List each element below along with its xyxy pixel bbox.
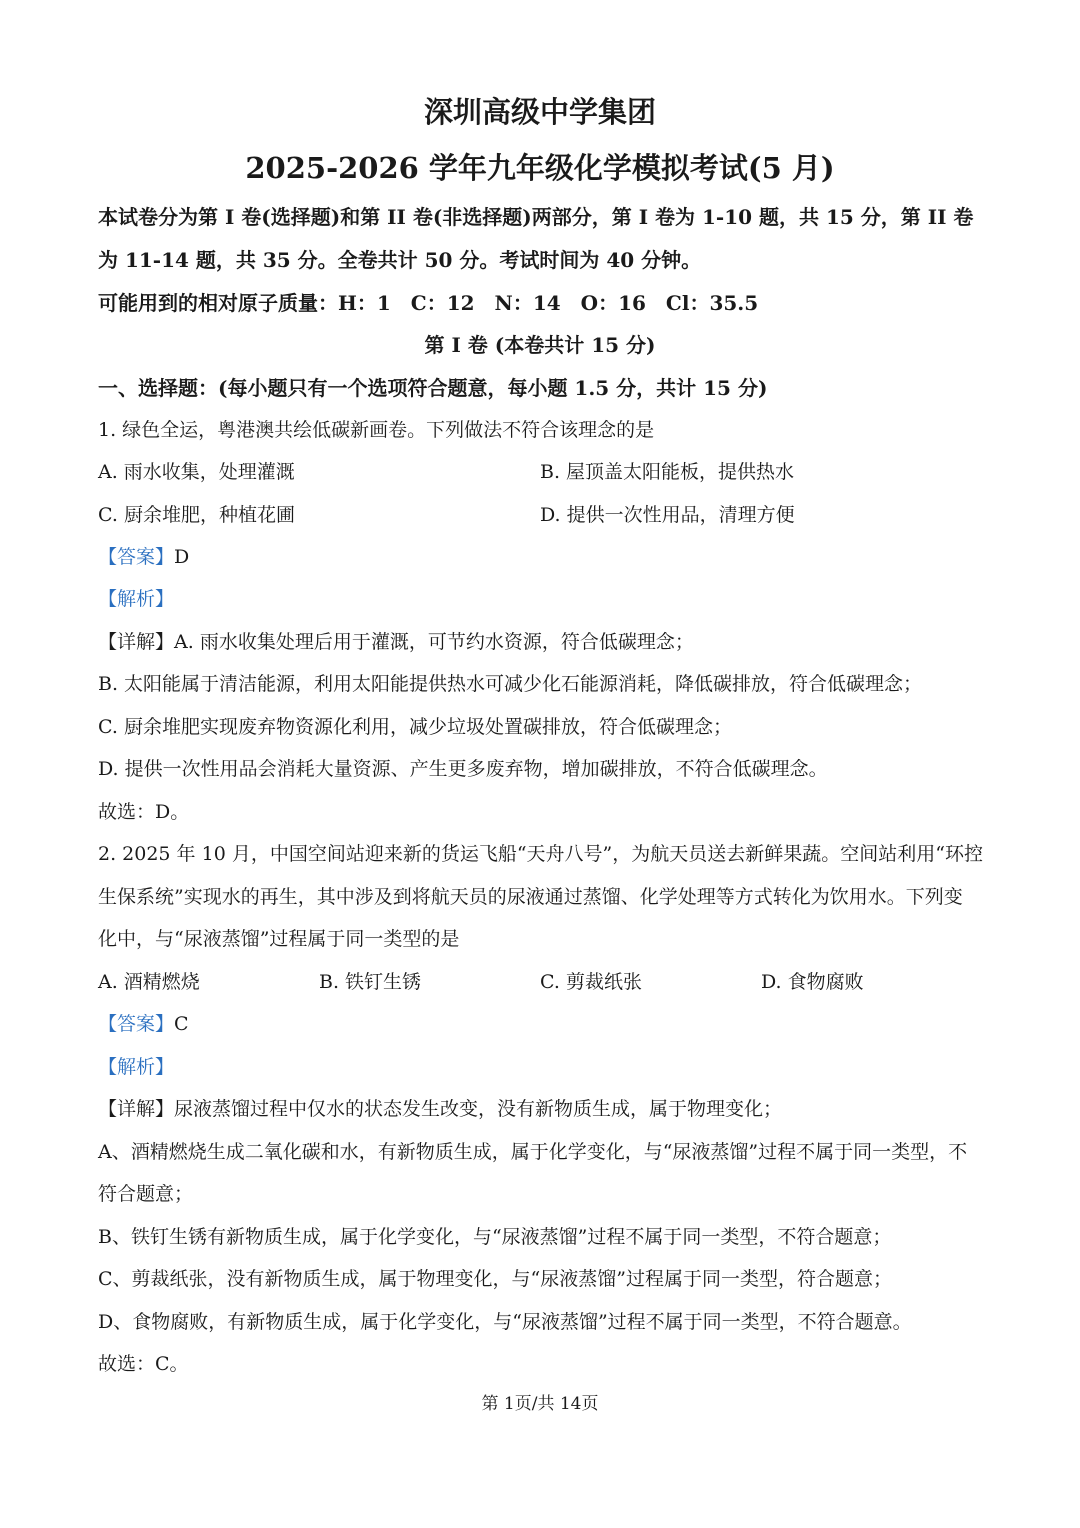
- q2-stem-line-2: 生保系统”实现水的再生，其中涉及到将航天员的尿液通过蒸馏、化学处理等方式转化为饮用水。下列变: [98, 886, 963, 908]
- q1-conclusion: 故选：D。: [98, 801, 190, 823]
- part-title: 第 I 卷 (本卷共计 15 分): [424, 333, 656, 357]
- q1-analysis-label: 【解析】: [98, 588, 175, 610]
- detail-label: 【详解】: [98, 1098, 175, 1120]
- q2-detail-line-c: C、剪裁纸张，没有新物质生成，属于物理变化，与“尿液蒸馏”过程属于同一类型，符合题意；: [98, 1268, 892, 1290]
- q1-option-c: C. 厨余堆肥，种植花圃: [98, 504, 295, 526]
- q2-option-a: A. 酒精燃烧: [98, 971, 200, 993]
- q2-option-c: C. 剪裁纸张: [540, 971, 642, 993]
- q1-answer-value: D: [174, 546, 190, 568]
- q1-option-d: D. 提供一次性用品，清理方便: [540, 504, 795, 526]
- q1-detail-line-b: B. 太阳能属于清洁能源，利用太阳能提供热水可减少化石能源消耗，降低碳排放，符合低碳理念；: [98, 673, 923, 695]
- q2-detail-line-b: B、铁钉生锈有新物质生成，属于化学变化，与“尿液蒸馏”过程不属于同一类型，不符合题意；: [98, 1226, 892, 1248]
- q1-option-b: B. 屋顶盖太阳能板，提供热水: [540, 461, 795, 483]
- q2-answer-line: [98, 1009, 982, 1039]
- exam-title: 2025-2026 学年九年级化学模拟考试(5 月): [245, 151, 835, 185]
- q2-answer-value: C: [174, 1013, 189, 1035]
- answer-label: 【答案】: [98, 546, 175, 568]
- q1-answer-line: [98, 542, 982, 572]
- q2-detail-intro: 【详解】尿液蒸馏过程中仅水的状态发生改变，没有新物质生成，属于物理变化；: [98, 1098, 783, 1120]
- q1-detail-line-d: D. 提供一次性用品会消耗大量资源、产生更多废弃物，增加碳排放，不符合低碳理念。: [98, 758, 828, 780]
- q1-stem: 1. 绿色全运，粤港澳共绘低碳新画卷。下列做法不符合该理念的是: [98, 419, 655, 441]
- intro-line-2: 为 11-14 题，共 35 分。全卷共计 50 分。考试时间为 40 分钟。: [98, 248, 702, 272]
- q1-detail-line-c: C. 厨余堆肥实现废弃物资源化利用，减少垃圾处置碳排放，符合低碳理念；: [98, 716, 732, 738]
- q1-detail-line-a: 【详解】A. 雨水收集处理后用于灌溉，可节约水资源，符合低碳理念；: [98, 631, 694, 653]
- atomic-mass-line: 可能用到的相对原子质量：H：1 C：12 N：14 O：16 Cl：35.5: [98, 291, 759, 315]
- q2-detail-line-a-cont: 符合题意；: [98, 1183, 194, 1205]
- school-title: 深圳高级中学集团: [423, 95, 656, 129]
- page-footer: 第 1页/共 14页: [481, 1394, 599, 1414]
- q2-option-d: D. 食物腐败: [761, 971, 864, 993]
- q2-stem-line-3: 化中，与“尿液蒸馏”过程属于同一类型的是: [98, 928, 460, 950]
- detail-label: 【详解】: [98, 631, 175, 653]
- q2-stem-line-1: 2. 2025 年 10 月，中国空间站迎来新的货运飞船“天舟八号”，为航天员送去新鲜果蔬。空间站利用“环控: [98, 843, 983, 865]
- q1-option-a: A. 雨水收集，处理灌溉: [98, 461, 295, 483]
- answer-label: 【答案】: [98, 1013, 175, 1035]
- q2-conclusion: 故选：C。: [98, 1353, 189, 1375]
- q2-detail-line-a: A、酒精燃烧生成二氧化碳和水，有新物质生成，属于化学变化，与“尿液蒸馏”过程不属于同一类型，不: [98, 1141, 968, 1163]
- q2-option-b: B. 铁钉生锈: [319, 971, 422, 993]
- q2-detail-line-d: D、食物腐败，有新物质生成，属于化学变化，与“尿液蒸馏”过程不属于同一类型，不符合题意。: [98, 1311, 912, 1333]
- intro-line-1: 本试卷分为第 I 卷(选择题)和第 II 卷(非选择题)两部分，第 I 卷为 1-10 题，共 15 分，第 II 卷: [98, 205, 974, 229]
- section-heading: 一、选择题：(每小题只有一个选项符合题意，每小题 1.5 分，共计 15 分): [98, 376, 768, 400]
- q2-analysis-label: 【解析】: [98, 1056, 175, 1078]
